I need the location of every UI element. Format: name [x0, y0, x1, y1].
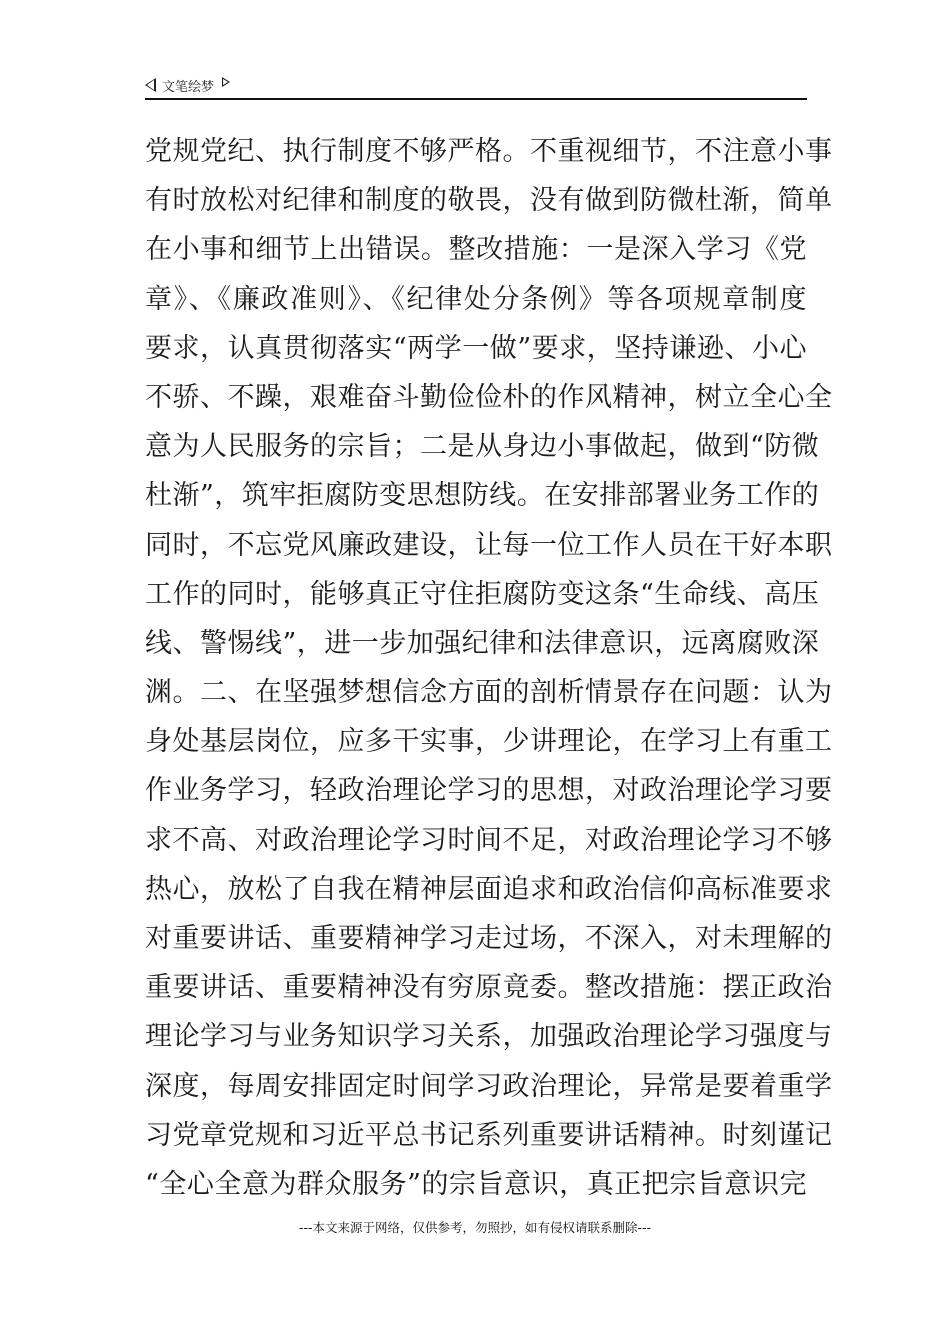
text-line: 对重要讲话、重要精神学习走过场，不深入，对未理解的: [145, 923, 833, 954]
text-line: 有时放松对纪律和制度的敬畏，没有做到防微杜渐，简单: [145, 185, 833, 217]
text-line: 不骄、不躁，艰难奋斗勤俭俭朴的作风精神，树立全心全: [145, 381, 833, 413]
text-line: 在小事和细节上出错误。整改措施：一是深入学习《党: [145, 234, 807, 266]
footer-notice: ---本文来源于网络，仅供参考，勿照抄，如有侵权请联系删除---: [298, 1220, 652, 1235]
triangle-right-icon: [222, 77, 230, 87]
text-line: 习党章党规和习近平总书记系列重要讲话精神。时刻谨记: [145, 1119, 833, 1151]
header-title: 文笔绘梦: [162, 79, 215, 95]
text-line: 意为人民服务的宗旨；二是从身边小事做起，做到“防微: [145, 431, 820, 463]
text-line: 热心，放松了自我在精神层面追求和政治信仰高标准要求: [145, 873, 833, 905]
text-line: 党规党纪、执行制度不够严格。不重视细节，不注意小事: [145, 136, 833, 167]
text-line: 身处基层岗位，应多干实事，少讲理论，在学习上有重工: [145, 726, 833, 758]
text-line: 工作的同时，能够真正守住拒腐防变这条“生命线、高压: [145, 578, 820, 610]
text-line: 杜渐”，筑牢拒腐防变思想防线。在安排部署业务工作的: [145, 480, 820, 512]
text-line: 重要讲话、重要精神没有穷原竟委。整改措施：摆正政治: [145, 972, 833, 1004]
text-line: “全心全意为群众服务”的宗旨意识，真正把宗旨意识完: [145, 1168, 807, 1200]
text-line: 求不高、对政治理论学习时间不足，对政治理论学习不够: [145, 824, 833, 856]
text-line: 理论学习与业务知识学习关系，加强政治理论学习强度与: [145, 1021, 833, 1053]
header-rule: [145, 98, 807, 100]
text-line: 渊。二、在坚强梦想信念方面的剖析情景存在问题：认为: [145, 677, 833, 709]
text-line: 深度，每周安排固定时间学习政治理论，异常是要着重学: [145, 1070, 833, 1102]
triangle-left-icon: [145, 78, 156, 92]
text-line: 作业务学习，轻政治理论学习的思想，对政治理论学习要: [145, 775, 833, 807]
text-line: 线、警惕线”，进一步加强纪律和法律意识，远离腐败深: [145, 627, 820, 659]
text-line: 要求，认真贯彻落实“两学一做”要求，坚持谦逊、小心: [145, 332, 807, 364]
text-line: 章》、《廉政准则》、《纪律处分条例》等各项规章制度: [145, 283, 807, 315]
body-text: [145, 127, 833, 1209]
page-header: [145, 72, 805, 98]
text-line: 同时，不忘党风廉政建设，让每一位工作人员在干好本职: [145, 529, 833, 561]
